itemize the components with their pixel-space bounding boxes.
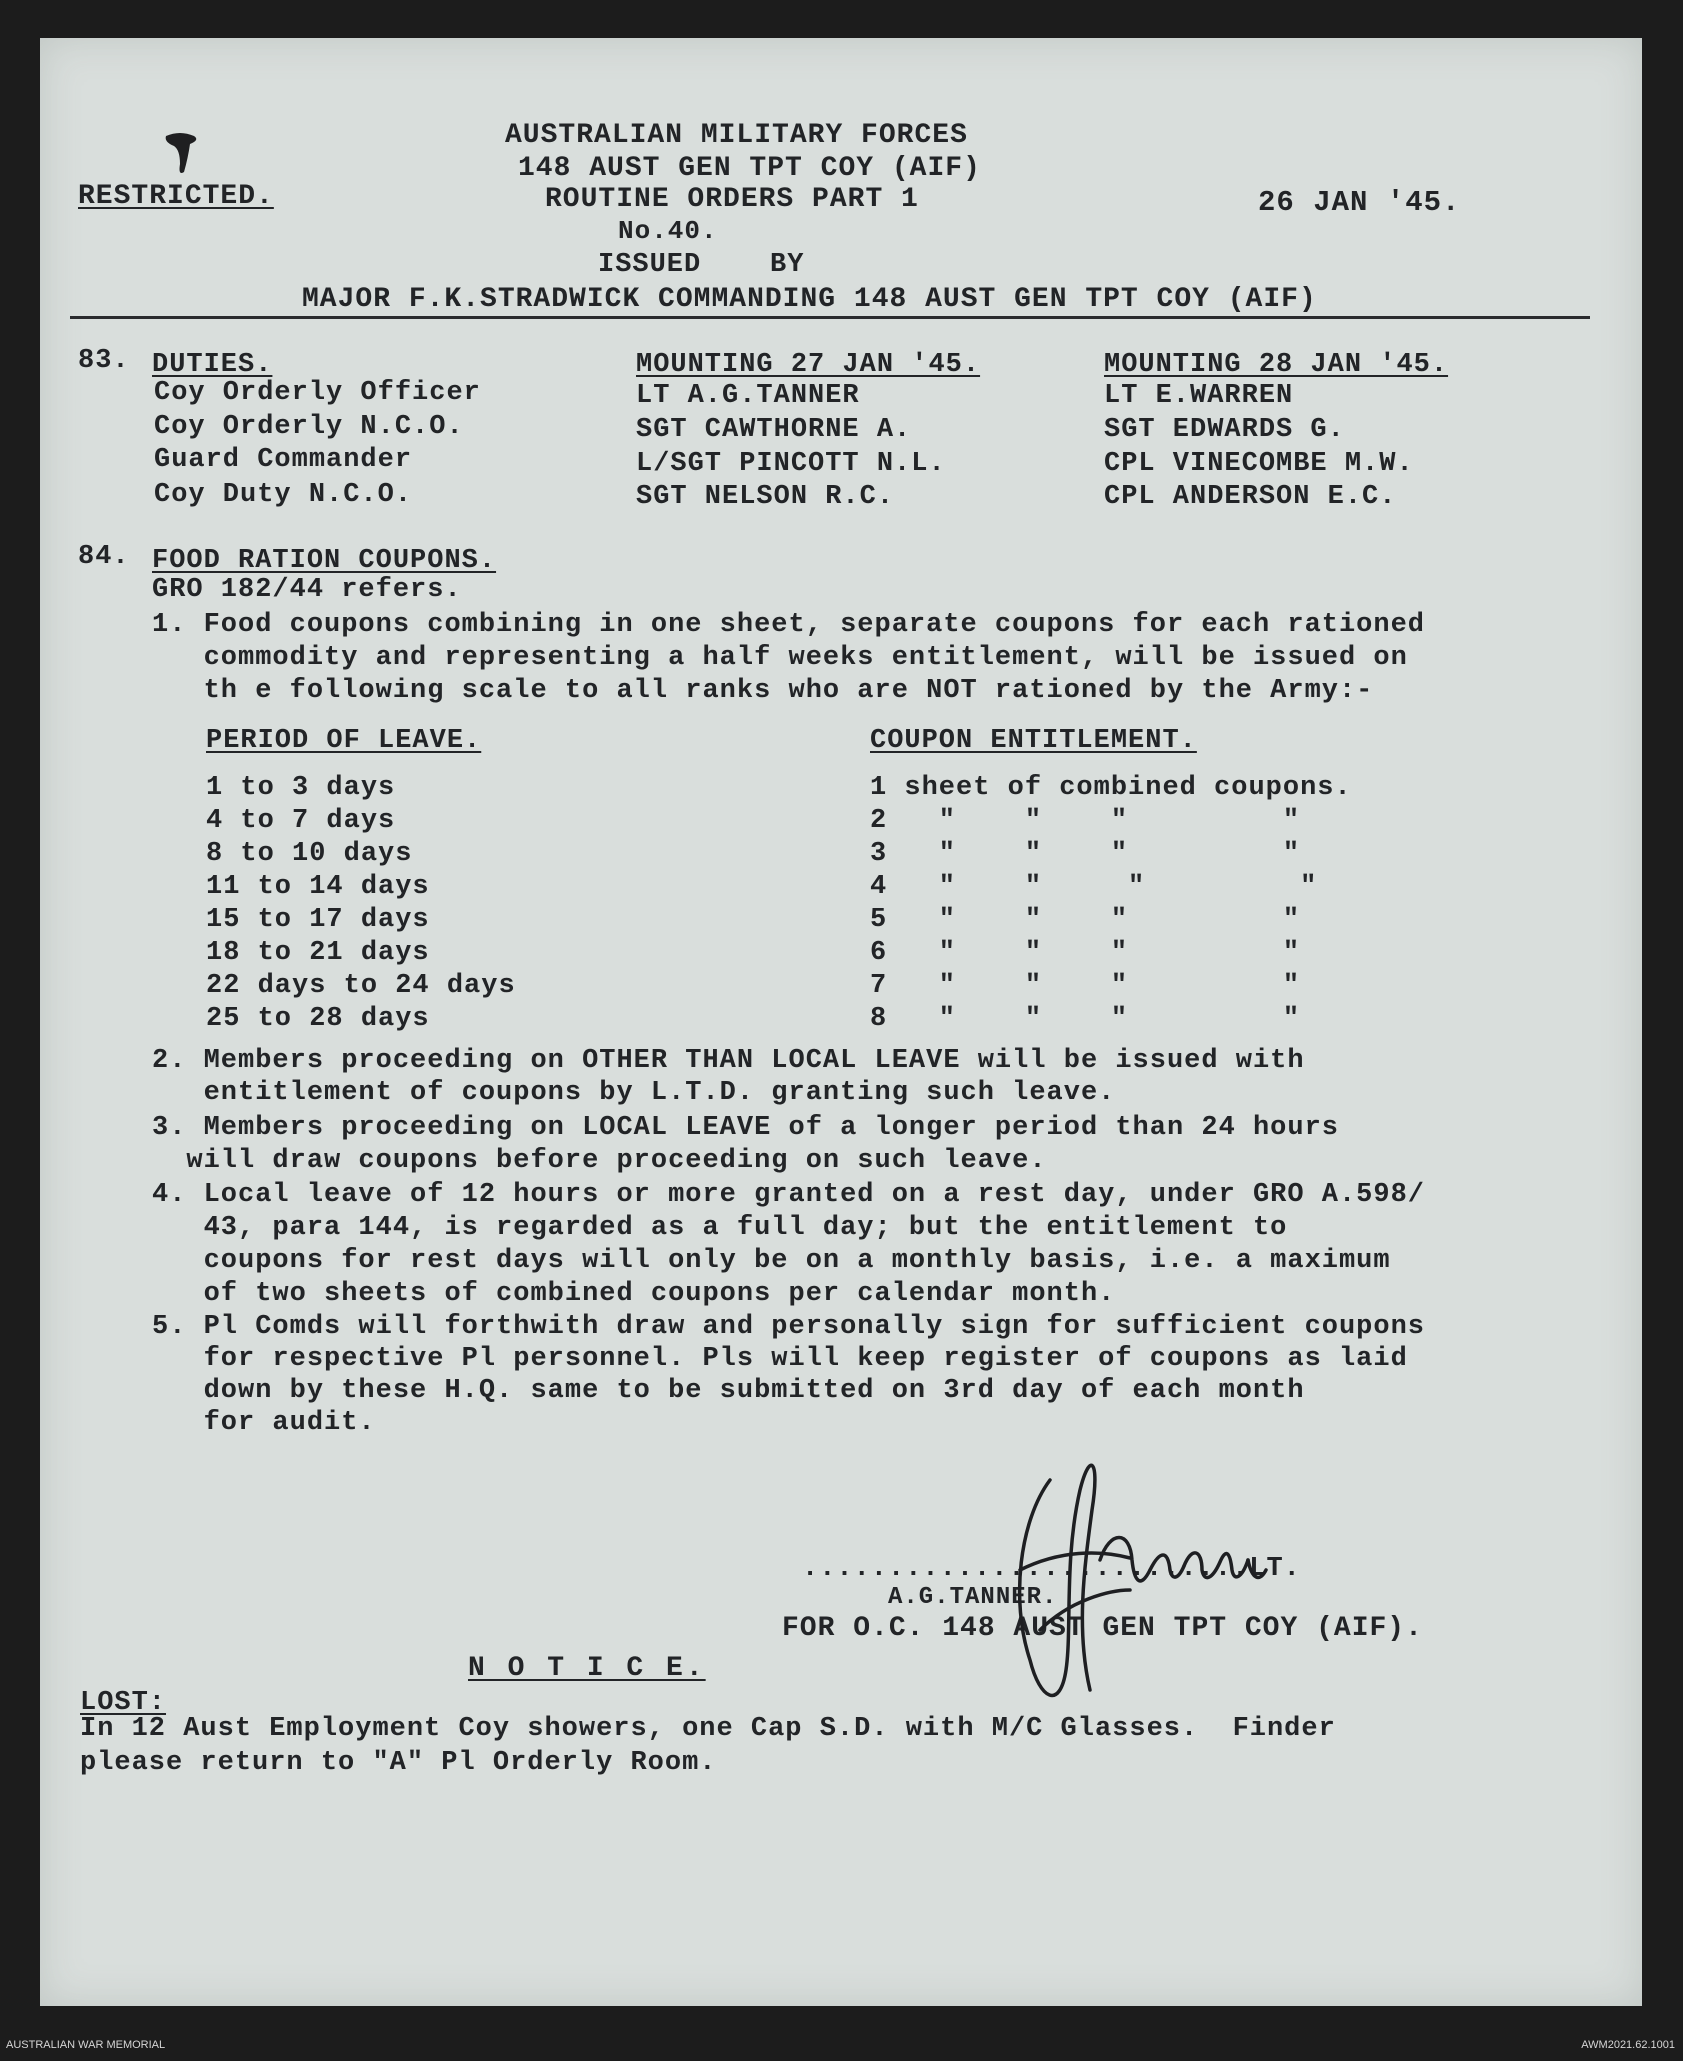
table-period: 22 days to 24 days [206,971,516,1001]
lost-label: LOST: [80,1688,167,1718]
table-period: 4 to 7 days [206,806,396,836]
order-number: No.40. [618,216,718,246]
footer-archive-label: AUSTRALIAN WAR MEMORIAL [6,2039,166,2051]
classification-label: RESTRICTED. [78,181,274,212]
table-period: 1 to 3 days [206,773,396,803]
food-para-line: 2. Members proceeding on OTHER THAN LOCAL LEAVE will be issued with [152,1046,1305,1076]
duty-m27: SGT CAWTHORNE A. [636,415,912,445]
duties-heading: DUTIES. [152,350,273,380]
footer-accession-number: AWM2021.62.1001 [1581,2039,1675,2051]
table-coupon: 5 " " " " [870,905,1301,935]
issued-by: ISSUED BY [598,250,805,280]
table-coupon: 2 " " " " [870,806,1301,836]
notice-line: please return to "A" Pl Orderly Room. [80,1748,717,1778]
duty-m28: SGT EDWARDS G. [1104,415,1345,445]
header-line-2: 148 AUST GEN TPT COY (AIF) [518,153,981,184]
food-para-line: of two sheets of combined coupons per calendar month. [152,1279,1116,1309]
duty-m28: CPL VINECOMBE M.W. [1104,449,1414,479]
food-para-line: for respective Pl personnel. Pls will keep register of coupons as laid [152,1344,1408,1374]
duty-m28: CPL ANDERSON E.C. [1104,482,1397,512]
section-number-84: 84. [78,542,130,572]
duty-role: Coy Duty N.C.O. [154,480,413,510]
food-heading: FOOD RATION COUPONS. [152,546,497,576]
duty-m27: SGT NELSON R.C. [636,482,895,512]
table-period: 11 to 14 days [206,872,430,902]
order-date: 26 JAN '45. [1258,186,1461,219]
table-coupon: 4 " " " " [870,872,1318,902]
food-para-line: 3. Members proceeding on LOCAL LEAVE of a longer period than 24 hours [152,1113,1339,1143]
table-coupon: 7 " " " " [870,971,1301,1001]
table-head-period: PERIOD OF LEAVE. [206,726,482,756]
header-line-1: AUSTRALIAN MILITARY FORCES [505,120,968,151]
duty-role: Coy Orderly N.C.O. [154,412,464,442]
food-para-1-line: th e following scale to all ranks who are NOT rationed by the Army:- [152,676,1374,706]
table-period: 18 to 21 days [206,938,430,968]
food-para-line: 43, para 144, is regarded as a full day; but the entitlement to [152,1213,1288,1243]
duties-col1-heading: MOUNTING 27 JAN '45. [636,350,981,380]
duty-m27: LT A.G.TANNER [636,381,860,411]
signatory-name: A.G.TANNER. [888,1584,1058,1611]
signature-line: ..........................LT. [802,1554,1301,1584]
food-para-line: 4. Local leave of 12 hours or more granted on a rest day, under GRO A.598/ [152,1180,1425,1210]
food-para-line: for audit. [152,1408,376,1438]
header-line-3: ROUTINE ORDERS PART 1 [545,184,919,215]
table-period: 8 to 10 days [206,839,413,869]
header-rule [70,316,1590,319]
food-para-line: entitlement of coupons by L.T.D. granting such leave. [152,1078,1116,1108]
table-coupon: 3 " " " " [870,839,1301,869]
section-number-83: 83. [78,346,130,376]
food-para-line: coupons for rest days will only be on a monthly basis, i.e. a maximum [152,1246,1391,1276]
table-head-coupon: COUPON ENTITLEMENT. [870,726,1197,756]
notice-title: N O T I C E. [468,1653,706,1684]
food-para-line: down by these H.Q. same to be submitted on 3rd day of each month [152,1376,1305,1406]
food-para-1-line: commodity and representing a half weeks entitlement, will be issued on [152,643,1408,673]
commander-line: MAJOR F.K.STRADWICK COMMANDING 148 AUST GEN TPT COY (AIF) [302,284,1317,315]
ink-blot-mark [160,128,208,180]
table-coupon: 8 " " " " [870,1004,1301,1034]
signatory-for: FOR O.C. 148 AUST GEN TPT COY (AIF). [782,1613,1423,1644]
food-para-line: will draw coupons before proceeding on such leave. [152,1146,1047,1176]
food-para-1-line: 1. Food coupons combining in one sheet, separate coupons for each rationed [152,610,1425,640]
table-period: 15 to 17 days [206,905,430,935]
notice-line: In 12 Aust Employment Coy showers, one Cap S.D. with M/C Glasses. Finder [80,1714,1336,1744]
duty-role: Coy Orderly Officer [154,378,481,408]
duties-col2-heading: MOUNTING 28 JAN '45. [1104,350,1449,380]
duty-m27: L/SGT PINCOTT N.L. [636,449,946,479]
food-para-line: 5. Pl Comds will forthwith draw and personally sign for sufficient coupons [152,1312,1425,1342]
table-coupon: 6 " " " " [870,938,1301,968]
food-reference: GRO 182/44 refers. [152,575,462,605]
duty-m28: LT E.WARREN [1104,381,1294,411]
duty-role: Guard Commander [154,445,413,475]
table-coupon: 1 sheet of combined coupons. [870,773,1352,803]
handwritten-signature [980,1430,1340,1720]
table-period: 25 to 28 days [206,1004,430,1034]
